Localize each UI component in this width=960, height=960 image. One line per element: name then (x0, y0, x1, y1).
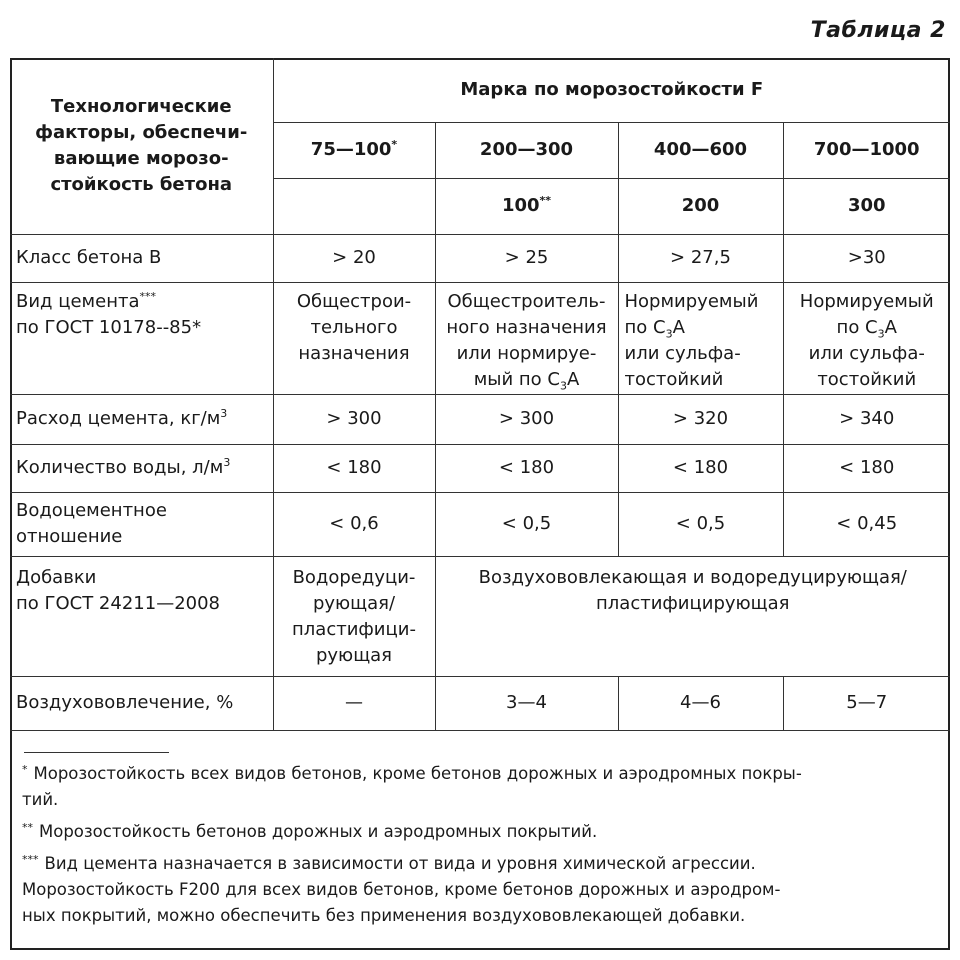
row-label: Расход цемента, $кг/м^3$ (10, 394, 273, 444)
cell-value: < 0,5 (435, 492, 618, 556)
cell-value: 3—4 (435, 676, 618, 730)
table-row (10, 492, 950, 556)
cell-value: > 340 (783, 394, 950, 444)
table-row (10, 282, 950, 394)
table-row (10, 676, 950, 730)
table-row (10, 394, 950, 444)
footnote-rule (24, 752, 169, 753)
row-label: Вид цемента*** по ГОСТ 10178--85* (10, 282, 273, 394)
cell-value: Нормируемый по $C_3A$ или сульфа- тостойкий (783, 282, 950, 394)
footnotes (22, 752, 942, 935)
cell-value: > 20 (273, 234, 435, 282)
cell-value: < 0,5 (618, 492, 783, 556)
cell-value: < 180 (783, 444, 950, 492)
subgrade-200: 200 (618, 178, 783, 234)
cell-value: Водоредуци- рующая/ пластифици- рующая (273, 556, 435, 676)
grade-700-1000: 700—1000 (783, 122, 950, 178)
cell-value: < 180 (435, 444, 618, 492)
cell-value: Общестроитель- ного назначения или нормируе- мый по $C_3A$ (435, 282, 618, 394)
row-label: Добавки по ГОСТ 24211—2008 (10, 556, 273, 676)
cell-value: — (273, 676, 435, 730)
footnote-3: *** Вид цемента назначается в зависимости от вида и уровня химической агрессии. Морозостойкость F200 для всех видов бетонов, кроме бетонов дорожных и аэродром- ных покрытий, можно обеспечить без применения воздухововлекающей добавки. (22, 852, 781, 925)
cell-value: > 300 (273, 394, 435, 444)
table-row (10, 556, 950, 676)
row-label: Воздухововлечение, % (10, 676, 273, 730)
footnote-2: ** Морозостойкость бетонов дорожных и аэродромных покрытий. (22, 820, 598, 841)
cell-value: < 180 (618, 444, 783, 492)
cell-value: Общестрои- тельного назначения (273, 282, 435, 394)
row-label: Водоцементное отношение (10, 492, 273, 556)
table-row (10, 444, 950, 492)
grade-200-300: 200—300 (435, 122, 618, 178)
cell-value: Нормируемый по $C_3A$ или сульфа- тостойкий (618, 282, 783, 394)
cell-value-span: Воздухововлекающая и водоредуцирующая/ пластифицирующая (435, 556, 950, 676)
cell-value: > 27,5 (618, 234, 783, 282)
subgrade-300: 300 (783, 178, 950, 234)
grade-400-600: 400—600 (618, 122, 783, 178)
cell-value: < 0,6 (273, 492, 435, 556)
grade-title: Марка по морозостойкости F (273, 58, 950, 122)
table-caption: Таблица 2 (810, 18, 946, 43)
factors-header: Технологические факторы, обеспечи- вающие морозо- стойкость бетона (10, 58, 273, 234)
row-label: Количество воды, $л/м^3$ (10, 444, 273, 492)
grade-75-100: 75—100* (273, 122, 435, 178)
cell-value: > 320 (618, 394, 783, 444)
subgrade-100: 100** (435, 178, 618, 234)
cell-value: < 0,45 (783, 492, 950, 556)
cell-value: > 25 (435, 234, 618, 282)
cell-value: >30 (783, 234, 950, 282)
cell-value: 5—7 (783, 676, 950, 730)
footnote-1: * Морозостойкость всех видов бетонов, кроме бетонов дорожных и аэродромных покры- тий. (22, 762, 802, 809)
cell-value: 4—6 (618, 676, 783, 730)
row-label: Класс бетона B (10, 234, 273, 282)
cell-value: < 180 (273, 444, 435, 492)
table-row (10, 234, 950, 282)
frost-resistance-table (10, 58, 950, 731)
subgrade-empty (273, 178, 435, 234)
cell-value: > 300 (435, 394, 618, 444)
